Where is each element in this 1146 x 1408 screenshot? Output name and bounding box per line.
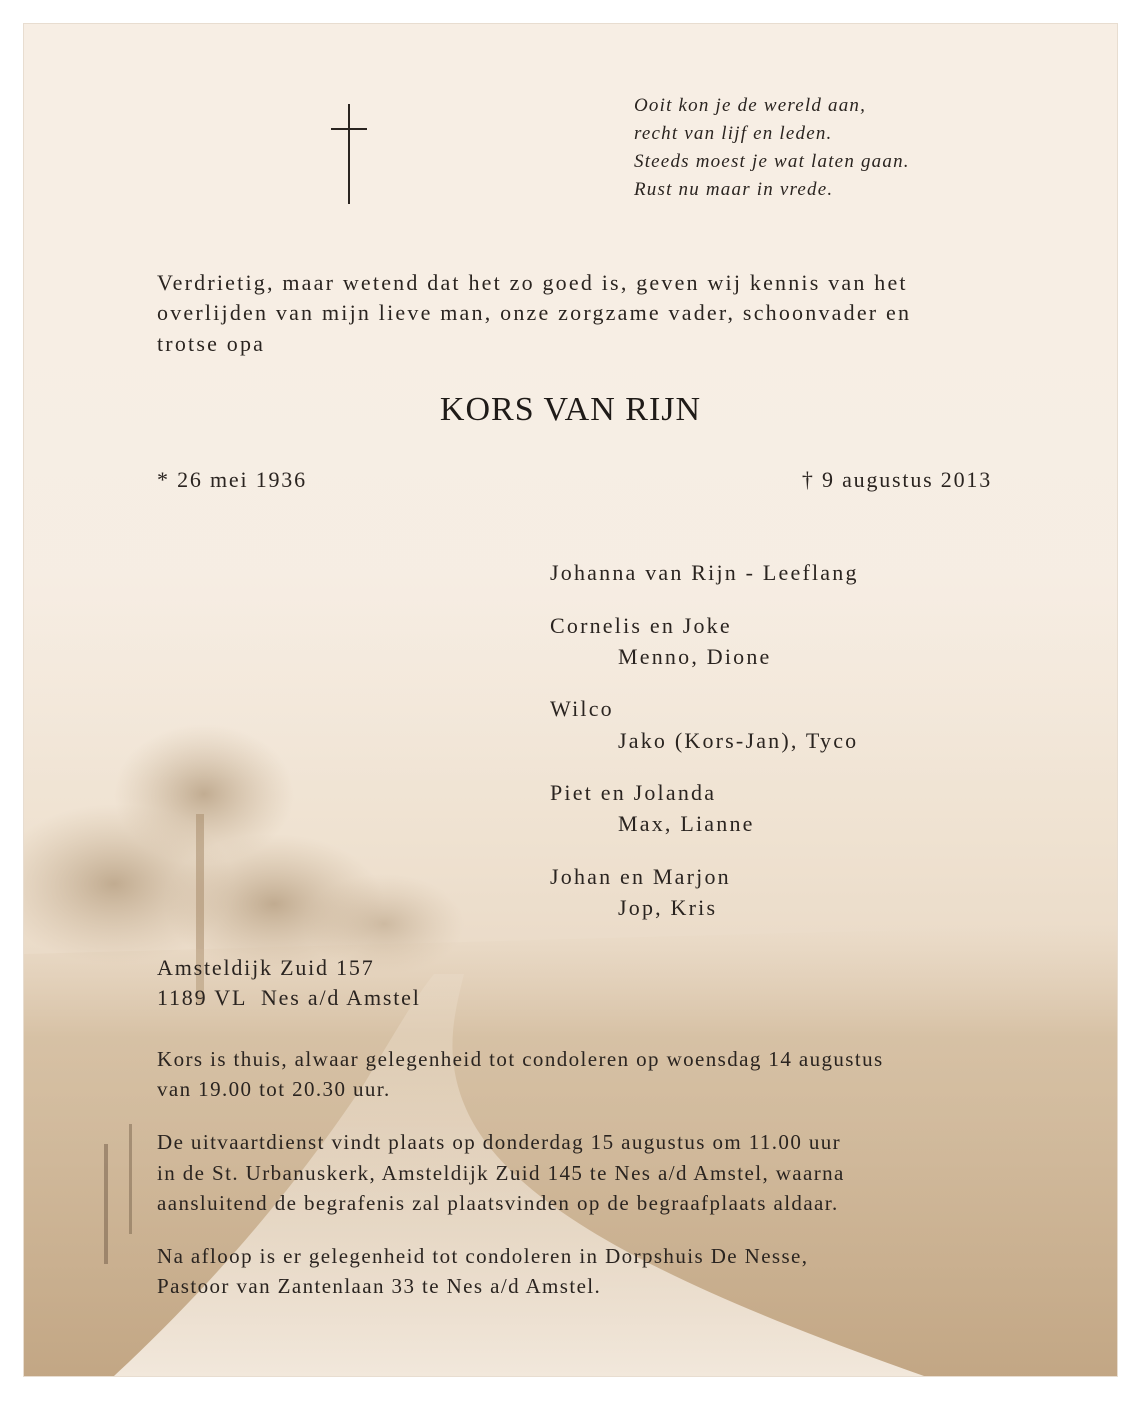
- intro-line: Verdrietig, maar wetend dat het zo goed is, geven wij kennis van het: [157, 270, 908, 295]
- address-city: 1189 VL Nes a/d Amstel: [157, 985, 421, 1010]
- family-parents: Piet en Jolanda: [550, 780, 717, 805]
- condolence-line: van 19.00 tot 20.30 uur.: [157, 1077, 391, 1101]
- poem-line: Rust nu maar in vrede.: [634, 179, 834, 200]
- after-line: Na afloop is er gelegenheid tot condoleren in Dorpshuis De Nesse,: [157, 1244, 809, 1268]
- service-line: in de St. Urbanuskerk, Amsteldijk Zuid 145 te Nes a/d Amstel, waarna: [157, 1161, 845, 1185]
- spouse-name: Johanna van Rijn - Leeflang: [550, 560, 859, 585]
- family-children: Menno, Dione: [618, 644, 772, 669]
- service-line: aansluitend de begrafenis zal plaatsvinden op de begraafplaats aldaar.: [157, 1191, 839, 1215]
- poem-line: recht van lijf en leden.: [634, 123, 833, 144]
- intro-line: overlijden van mijn lieve man, onze zorgzame vader, schoonvader en: [157, 300, 912, 325]
- family-parents: Johan en Marjon: [550, 864, 731, 889]
- family-children: Jako (Kors-Jan), Tyco: [618, 728, 859, 753]
- service-line: De uitvaartdienst vindt plaats op donderdag 15 augustus om 11.00 uur: [157, 1130, 842, 1154]
- after-line: Pastoor van Zantenlaan 33 te Nes a/d Amstel.: [157, 1274, 602, 1298]
- death-date: † 9 augustus 2013: [801, 467, 992, 492]
- poem-line: Steeds moest je wat laten gaan.: [634, 151, 910, 172]
- address-street: Amsteldijk Zuid 157: [157, 955, 375, 980]
- birth-date: * 26 mei 1936: [157, 467, 307, 492]
- intro-line: trotse opa: [157, 331, 266, 356]
- family-children: Jop, Kris: [618, 895, 718, 920]
- family-children: Max, Lianne: [618, 811, 755, 836]
- poem-line: Ooit kon je de wereld aan,: [634, 95, 867, 116]
- condolence-line: Kors is thuis, alwaar gelegenheid tot condoleren op woensdag 14 augustus: [157, 1047, 884, 1071]
- family-parents: Wilco: [550, 696, 614, 721]
- mourning-card: [24, 24, 1117, 1376]
- deceased-name: KORS VAN RIJN: [439, 391, 702, 428]
- family-parents: Cornelis en Joke: [550, 613, 732, 638]
